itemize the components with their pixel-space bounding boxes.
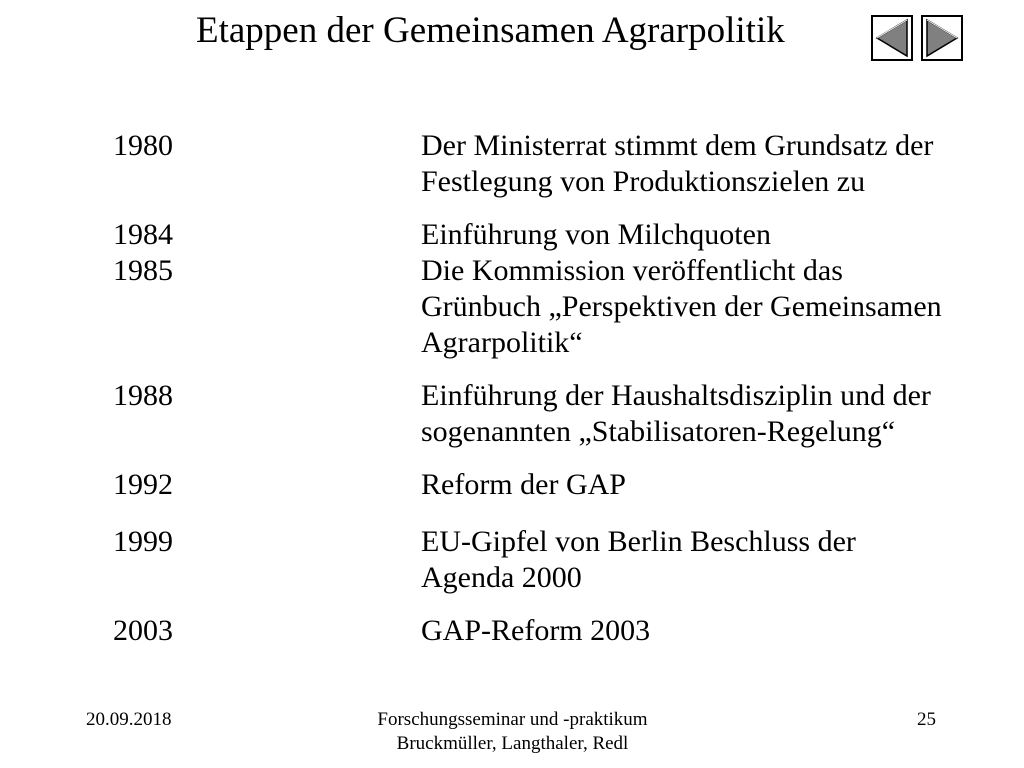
next-slide-button[interactable] — [921, 15, 963, 61]
previous-slide-button[interactable] — [871, 15, 913, 61]
timeline-text: GAP-Reform 2003 — [421, 614, 651, 647]
footer-page-number: 25 — [917, 709, 936, 730]
timeline-year: 1988 — [113, 379, 173, 412]
timeline-text: Einführung von Milchquoten — [421, 218, 771, 251]
triangle-right-icon — [921, 15, 963, 61]
footer-date: 20.09.2018 — [86, 709, 172, 730]
timeline-year: 1984 — [113, 218, 173, 251]
slide-title: Etappen der Gemeinsamen Agrarpolitik — [196, 10, 785, 51]
footer-course: Forschungsseminar und -praktikum Bruckmüller, Langthaler, Redl — [377, 709, 648, 754]
timeline-text: EU-Gipfel von Berlin Beschluss der Agenda 2000 — [421, 525, 856, 594]
timeline-year: 1980 — [113, 129, 173, 162]
timeline-text: Die Kommission veröffentlicht das Grünbuch „Perspektiven der Gemeinsamen Agrarpolitik“ — [421, 254, 942, 359]
triangle-left-icon — [871, 15, 913, 61]
timeline-year: 1985 — [113, 254, 173, 287]
timeline-year: 2003 — [113, 614, 173, 647]
timeline-text: Der Ministerrat stimmt dem Grundsatz der Festlegung von Produktionszielen zu — [421, 129, 934, 198]
timeline-text: Reform der GAP — [421, 468, 626, 501]
timeline-year: 1992 — [113, 468, 173, 501]
timeline-year: 1999 — [113, 525, 173, 558]
timeline-text: Einführung der Haushaltsdisziplin und der sogenannten „Stabilisatoren-Regelung“ — [421, 379, 931, 448]
